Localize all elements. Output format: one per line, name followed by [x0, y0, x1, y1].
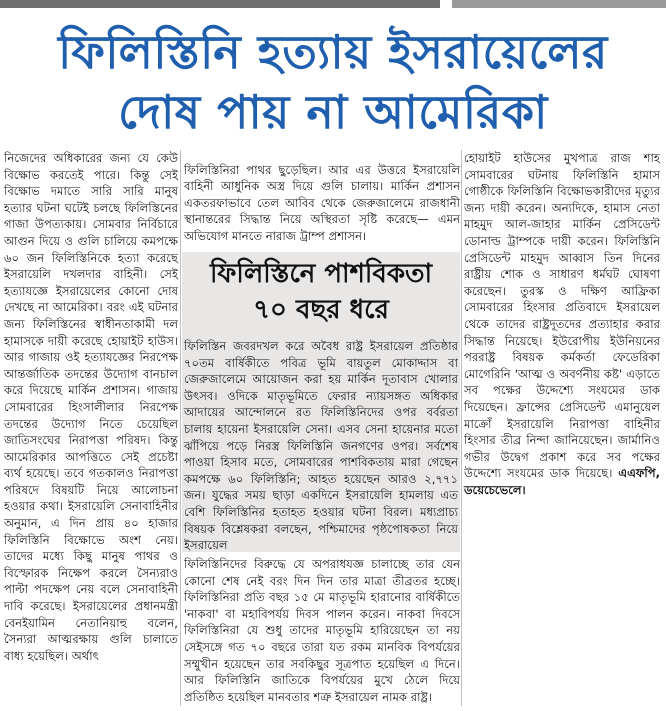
column-1-text: নিজেদের অধিকারের জন্য যে কেউ বিক্ষোভ করতেই পারে। কিন্তু সেই বিক্ষোভ দমাতে সারি সারি মানুষ হত্যার ঘটনা ঘটেই চলছে ফিলিস্তিনের গাজা উপত্যকায়। সোমবার নির্বিচারে আগুন দিয়ে ও গুলি চালিয়ে কমপক্ষে ৬০ জন ফিলিস্তিনিকে হত্যা করেছে ইসরায়েলি দখলদার বাহিনী। সেই হত্যাযজ্ঞে ইসরায়েলের কোনো দোষ দেখছে না আমেরিকা। বরং এই ঘটনার জন্য ফিলিস্তিনের স্বাধীনতাকামী দল হামাসকে দায়ী করেছে হোয়াইট হাউস। আর গাজায় ওই হত্যাযজ্ঞের নিরপেক্ষ আন্তর্জাতিক তদন্তের উদ্যোগ বানচাল করে দিয়েছে মার্কিন প্রশাসন। গাজায় সোমবারের হিংসালীলার নিরপেক্ষ তদন্তের উদ্যোগ নিতে চেয়েছিল জাতিসংঘের নিরাপত্তা পরিষদ। কিন্তু আমেরিকার আপত্তিতে সেই প্রচেষ্টা ব্যর্থ হয়েছে। তবে গতকালও নিরাপত্তা পরিষদে বিষয়টি নিয়ে আলোচনা হওয়ার কথা। ইসরায়েলি সেনাবাহিনীর অনুমান, এ দিন প্রায় ৪০ হাজার ফিলিস্তিনি বিক্ষোভে অংশ নেয়। তাদের মধ্যে কিছু মানুষ পাথর ও বিস্ফোরক নিক্ষেপ করলে সৈন্যরাও পাল্টা পদক্ষেপ নেয় বলে সেনাবাহিনী দাবি করেছে। ইসরায়েলের প্রধানমন্ত্রী বেনইয়ামিন নেতানিয়াহু বলেন, সৈন্যরা আত্মরক্ষায় গুলি চালাতে বাধ্য হয়েছিল। অর্থাৎ [4, 151, 178, 663]
article-column-2-bottom [184, 556, 460, 705]
column-divider-left [180, 150, 181, 706]
article-column-2-top [184, 150, 460, 256]
column-2-bottom-text: ফিলিস্তিনিদের বিরুদ্ধে যে অপরাধযজ্ঞ চালাচ্ছে তার যেন কোনো শেষ নেই বরং দিন দিন তার মাত্রা তীব্রতর হচ্ছে। ফিলিস্তিনিরা প্রতি বছর ১৫ মে মাতৃভূমি হারানোর বার্ষিকীতে 'নাকবা' বা মহাবিপর্যয় দিবস পালন করেন। নাকবা দিবসে ফিলিস্তিনিরা যে শুধু তাদের মাতৃভূমি হারিয়েছেন তা নয় সেইসঙ্গে গত ৭০ বছরে তারা যত রকম মানবিক বিপর্যয়ের সম্মুখীন হয়েছেন তার সবকিছুর সূত্রপাত হয়েছিল এ দিনে। আর ফিলিস্তিনি জাতিকে বিপর্যয়ের মুখে ঠেলে দিয়ে প্রতিষ্ঠিত হয়েছিল মানবতার শত্রু ইসরায়েল নামক রাষ্ট্র। [184, 557, 460, 704]
headline-line-2: দোষ পায় না আমেরিকা [118, 85, 548, 139]
sub-headline [182, 256, 460, 328]
column-2-top-text: ফিলিস্তিনিরা পাথর ছুড়েছিল। আর এর উত্তরে ইসরায়েলি বাহিনী আধুনিক অস্ত্র দিয়ে গুলি চালায়। মার্কিন প্রশাসন একতরফাভাবে তেল আবিব থেকে জেরুজালেমে রাজধানী স্থানান্তরের সিদ্ধান্ত নিয়ে অস্থিরতা সৃষ্টি করেছে— এমন অভিযোগ মানতে নারাজ ট্রাম্প প্রশাসন। [184, 162, 460, 243]
sub-headline-line-1: ফিলিস্তিনে পাশবিকতা [209, 259, 433, 289]
box-text: ফিলিস্তিন জবরদখল করে অবৈধ রাষ্ট্র ইসরায়েল প্রতিষ্ঠার ৭০তম বার্ষিকীতে পবিত্র ভূমি বায়তুল মোকাদ্দাস বা জেরুজালেমে আয়োজন করা হয় মার্কিন দূতাবাস খোলার উৎসব। ওদিকে মাতৃভূমিতে ফেরার ন্যায়সঙ্গত অধিকার আদায়ের আন্দোলনে রত ফিলিস্তিনিদের ওপর বর্বরতা চালায় হায়েনা ইসরায়েলি সেনা। এসব সেনা হায়েনার মতো ঝাঁপিয়ে পড়ে নিরস্ত্র ফিলিস্তিনি জনগণের ওপর। সর্বশেষ পাওয়া হিসাব মতে, সোমবারের পাশবিকতায় মারা গেছেন কমপক্ষে ৬০ ফিলিস্তিনি; আহত হয়েছেন আরও ২,৭৭১ জন। যুদ্ধের সময় ছাড়া একদিনে ইসরায়েলি হামলায় এত বেশি ফিলিস্তিনির হতাহত হওয়ার ঘটনা বিরল। মধ্যপ্রাচ্য বিষয়ক বিশ্লেষকরা বলছেন, পশ্চিমাদের পৃষ্ঠপোষকতা নিয়ে ইসরায়েল [184, 339, 458, 553]
sub-headline-line-2: ৭০ বছর ধরে [253, 295, 389, 325]
headline-line-1: ফিলিস্তিনি হত্যায় ইসরায়েলের [58, 25, 608, 79]
top-rule-right [452, 0, 666, 8]
sidebar-box-text [184, 338, 458, 554]
top-rule-left [0, 0, 440, 8]
top-rule [0, 0, 666, 10]
column-3-text [464, 150, 660, 498]
article-column-3 [464, 150, 660, 498]
column-3-body: হোয়াইট হাউসের মুখপাত্র রাজ শাহ সোমবারের ঘটনায় ফিলিস্তিনি হামাস গোষ্ঠীকে ফিলিস্তিনি বিক্ষোভকারীদের মৃত্যুর জন্য দায়ী করেন। অন্যদিকে, হামাস নেতা মাহমুদ আল-জাহার মার্কিন প্রেসিডেন্ট ডোনাল্ড ট্রাম্পকে দায়ী করেন। ফিলিস্তিনি প্রেসিডেন্ট মাহমুদ আব্বাস তিন দিনের রাষ্ট্রীয় শোক ও সাধারণ ধর্মঘট ঘোষণা করেছেন। তুরস্ক ও দক্ষিণ আফ্রিকা সোমবারের হিংসার প্রতিবাদে ইসরায়েল থেকে তাদের রাষ্ট্রদূতদের প্রত্যাহার করার সিদ্ধান্ত নিয়েছে। ইউরোপীয় ইউনিয়নের পররাষ্ট্র বিষয়ক কর্মকর্তা ফেডেরিকা মোগেরিনি 'আত্ম ও অবর্ণনীয় কষ্ট' এড়াতে সব পক্ষের উদ্দেশ্যে সংযমের ডাক দিয়েছেন। ফ্রান্সের প্রেসিডেন্ট এমানুয়েল মাক্রোঁ ইসরায়েলি নিরাপত্তা বাহিনীর হিংসার তীব্র নিন্দা জানিয়েছেন। জার্মানিও গভীর উদ্বেগ প্রকাশ করে সব পক্ষের উদ্দেশ্যে সংযমের ডাক দিয়েছে। [464, 151, 660, 481]
column-divider-right [461, 150, 462, 706]
article-column-1 [4, 150, 178, 664]
headline [0, 22, 666, 142]
source-credit: এএফপি, ডয়েচেভেলে। [464, 466, 660, 497]
